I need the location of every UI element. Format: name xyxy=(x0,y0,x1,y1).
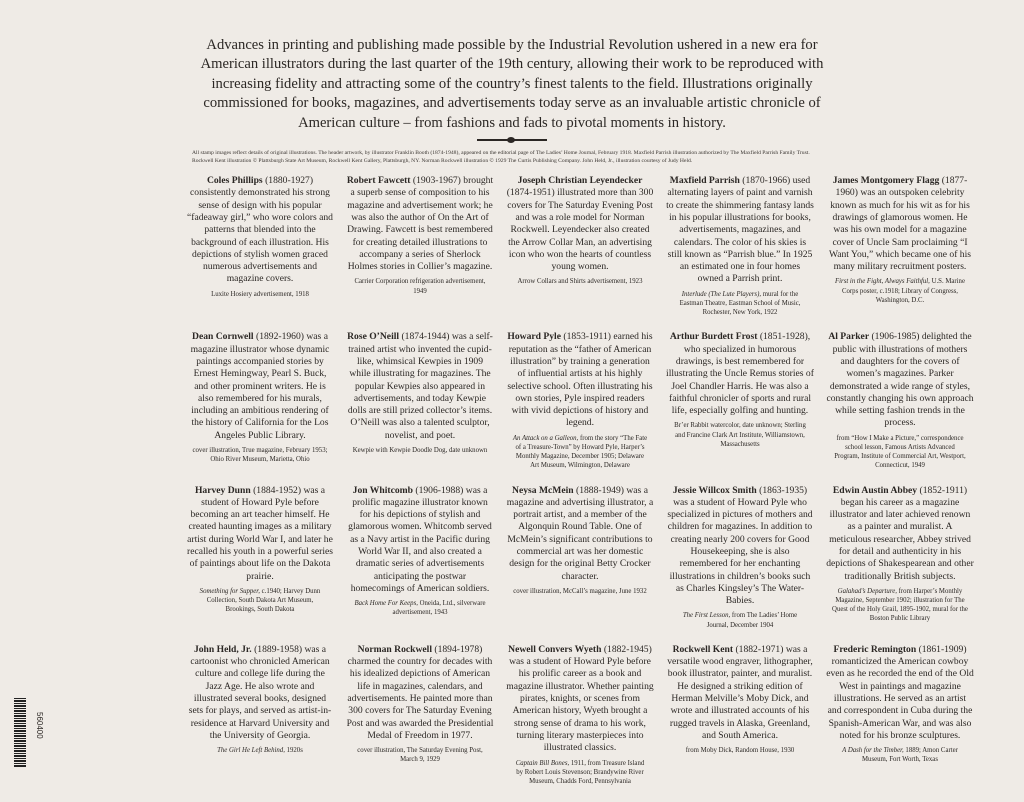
illustration-caption xyxy=(826,277,974,305)
illustrator-entry xyxy=(340,485,500,630)
illustrator-dates: (1882-1971) xyxy=(735,643,784,655)
illustrator-dates: (1863-1935) xyxy=(759,484,808,496)
illustrator-dates: (1889-1958) xyxy=(254,643,303,655)
illustrator-bio: began his career as a magazine illustrator and later achieved renown as a painter and muralist. A meticulous researcher, Abbey strived for detail and authenticity in his depictions of Shakespearean and other traditionally British subjects. xyxy=(826,496,974,582)
caption-text: from Harper’s Monthly Magazine, September 1902; illustration for The Quest of the Holy Grail, 1895-1902, mural for the Boston Public Library xyxy=(832,587,968,623)
illustrator-name: Rose O’Neill xyxy=(347,331,400,343)
illustrator-name: James Montgomery Flagg xyxy=(832,175,940,187)
illustrator-entry xyxy=(660,485,820,630)
illustrator-bio: was a student of Howard Pyle before becoming an art teacher himself. He created haunting images as a military artist during World War I, and later he recalled his youth in a powerful series of paintings about life on the Dakota prairie. xyxy=(187,484,333,582)
illustrator-dates: (1892-1960) xyxy=(256,331,304,343)
caption-text: Carrier Corporation refrigeration advertisement, 1949 xyxy=(354,278,486,295)
illustrator-bio: was a versatile wood engraver, lithographer, book illustrator, painter, and muralist. He designed a striking edition of Herman Melville’s Moby Dick, and wrote and illustrated accounts of his rugged travels in Alaska, Greenland, and South America. xyxy=(667,643,813,741)
illustration-caption xyxy=(346,746,494,764)
illustration-caption xyxy=(186,587,334,615)
illustrator-entry xyxy=(180,485,340,630)
caption-text: cover illustration, McCall’s magazine, June 1932 xyxy=(513,587,647,595)
illustrator-entry xyxy=(500,175,660,317)
caption-text: Kewpie with Kewpie Doodle Dog, date unknown xyxy=(352,446,488,454)
caption-text: U.S. Marine Corps poster, c.1918; Library of Congress, Washington, D.C. xyxy=(841,278,965,304)
illustration-caption xyxy=(346,446,494,455)
illustrator-dates: (1851-1928), xyxy=(759,331,811,343)
illustration-caption xyxy=(666,611,814,629)
caption-text: Oneida, Ltd., silverware advertisement, 1943 xyxy=(392,600,486,617)
image-credits: All stamp images reflect details of original illustrations. The header artwork, by illustrator Franklin Booth (1874-1948), appeared on the editorial page of The Ladies’ Home Journal, February 1918. Maxfield Parrish illustration authorized by The Maxfield Parrish Family Trust. Rockwell Kent illustration © Plattsburgh State Art Museum, Rockwell Kent Gallery, Plattsburgh, NY. Norman Rockwell illustration © 1929 The Curtis Publishing Company. John Held, Jr., illustration courtesy of Judy Held. xyxy=(192,150,810,165)
caption-text: 1911, from Treasure Island by Robert Louis Stevenson; Brandywine River Museum, Chadds Ford, Pennsylvania xyxy=(516,759,645,785)
illustrator-name: Coles Phillips xyxy=(206,175,263,187)
illustrator-entry xyxy=(500,644,660,786)
intro-paragraph: Advances in printing and publishing made possible by the Industrial Revolution ushered in a new era for American illustrators during the last quarter of the 19th century, allowing their work to be reproduced with increasing fidelity and attracting some of the country’s finest talents to the field. Illustrations originally commissioned for books, magazines, and advertisements today serve as an invaluable artistic chronicle of American culture – from fashions and fads to pivotal moments in history. xyxy=(200,37,824,131)
caption-title: Captain Bill Bones, xyxy=(515,759,570,767)
illustration-caption xyxy=(506,759,654,787)
illustrator-dates: (1852-1911) xyxy=(919,484,968,496)
illustrator-dates: (1870-1966) xyxy=(742,175,791,187)
illustrator-bio: was a student of Howard Pyle who specialized in pictures of mothers and children for magazines. In addition to creating nearly 200 covers for Good Housekeeping, she is also remembered for her enchanting illustrations in children’s books such as Charles Kingsley’s The Water-Babies. xyxy=(667,496,813,607)
illustrator-dates: (1888-1949) xyxy=(576,484,624,496)
caption-title: Galahad’s Departure, xyxy=(837,587,897,595)
illustration-caption xyxy=(666,746,814,755)
illustration-caption xyxy=(186,290,334,299)
caption-text: Luxite Hosiery advertisement, 1918 xyxy=(211,290,309,298)
illustrator-bio: delighted the public with illustrations of mothers and daughters for the covers of women’s magazines. Parker demonstrated a wide range of styles, constantly changing his own approach while setting fashion trends in the process. xyxy=(826,331,974,429)
caption-text: 1889; Amon Carter Museum, Fort Worth, Texas xyxy=(862,747,958,764)
illustrator-bio: used alternating layers of paint and varnish to create the shimmering fantasy lands in his popular illustrations for books, advertisements, magazines, and calendars. The color of his skies is still known as “Parrish blue.” In 1925 an estimated one in four homes owned a Parrish print. xyxy=(666,175,814,285)
illustrator-bio: charmed the country for decades with his idealized depictions of American life in magazines, calendars, and advertisements. He painted more than 300 covers for The Saturday Evening Post and was awarded the Presidential Medal of Freedom in 1977. xyxy=(346,656,494,741)
illustrator-grid xyxy=(180,175,980,786)
illustrator-entry xyxy=(180,644,340,786)
illustrator-name: Edwin Austin Abbey xyxy=(832,484,918,496)
illustrator-dates: (1906-1988) xyxy=(415,484,464,496)
caption-title: First in the Fight, Always Faithful, xyxy=(835,278,930,286)
illustrator-entry xyxy=(340,644,500,786)
illustrator-dates: (1884-1952) xyxy=(253,484,302,496)
illustrator-dates: (1853-1911) xyxy=(563,331,611,343)
caption-text: cover illustration, The Saturday Evening Post, March 9, 1929 xyxy=(357,747,483,764)
caption-text: Arrow Collars and Shirts advertisement, 1923 xyxy=(517,278,643,286)
illustration-caption xyxy=(506,277,654,286)
illustrator-name: John Held, Jr. xyxy=(193,643,252,655)
illustrator-dates: (1903-1967) xyxy=(412,175,461,187)
illustrator-name: Arthur Burdett Frost xyxy=(669,331,758,343)
caption-text: mural for the Eastman Theatre, Eastman School of Music, Rochester, New York, 1922 xyxy=(679,290,801,317)
illustrator-entry xyxy=(500,331,660,470)
illustrator-bio: earned his reputation as the “father of American illustration” by training a generation of influential artists at his highly selective school. Often illustrating his own stories, Pyle inspired readers with vivid depictions of history and legend. xyxy=(507,331,653,429)
illustration-caption xyxy=(346,277,494,295)
illustrator-entry xyxy=(660,331,820,470)
illustrator-name: Dean Cornwell xyxy=(192,331,254,343)
caption-text: c.1940; Harvey Dunn Collection, South Dakota Art Museum, Brookings, South Dakota xyxy=(206,587,321,614)
illustrator-dates: (1894-1978) xyxy=(434,643,483,655)
illustrator-entry xyxy=(820,485,980,630)
caption-text: Br’er Rabbit watercolor, date unknown; Sterling and Francine Clark Art Institute, Williamstown, Massachusetts xyxy=(674,422,806,448)
illustrator-bio: was a prolific magazine illustrator known for his depictions of stylish and glamorous women. Whitcomb served as a Navy artist in the Pacific during World War II, and also created a dramatic series of advertisements anticipating the postwar homecomings of American soldiers. xyxy=(348,484,492,594)
illustrator-dates: (1880-1927) xyxy=(265,175,314,187)
barcode-number: 560400 xyxy=(35,712,44,739)
illustrator-name: Howard Pyle xyxy=(507,331,561,343)
illustrator-entry xyxy=(820,175,980,317)
caption-title: Something for Supper, xyxy=(199,587,260,595)
illustrator-name: Neysa McMein xyxy=(512,484,574,496)
caption-text: cover illustration, True magazine, February 1953; Ohio River Museum, Marietta, Ohio xyxy=(192,446,328,464)
illustrator-entry xyxy=(660,175,820,317)
illustrator-bio: was an outspoken celebrity known as much for his wit as for his drawings of glamorous women. He was his own model for a magazine cover of Uncle Sam proclaiming “I Want You,” which became one of his many military recruitment posters. xyxy=(828,187,972,273)
illustrator-bio: was a magazine and advertising illustrator, a portrait artist, and a member of the Algonquin Round Table. One of McMein’s significant contributions to commercial art was her domestic design for the original Betty Crocker character. xyxy=(506,484,654,582)
illustrator-bio: was a magazine illustrator whose dynamic paintings accompanied stories by Ernest Hemingway, Pearl S. Buck, and other prominent writers. He is also remembered for his murals, including an ambitious rendering of the history of California for the Los Angeles Public Library. xyxy=(190,331,330,441)
illustrator-dates: (1874-1944) xyxy=(401,331,450,343)
illustrator-bio: was a cartoonist who chronicled American culture and college life during the Jazz Age. He also wrote and illustrated several books, designed sets for plays, and served as artist-in-residence at Harvard University and the University of Georgia. xyxy=(188,643,332,741)
illustrator-bio: illustrated more than 300 covers for The Saturday Evening Post and was a role model for Norman Rockwell. Leyendecker also created the Arrow Collar Man, an advertising icon who won the hearts of countless young women. xyxy=(507,187,654,273)
illustrator-dates: (1882-1945) xyxy=(603,643,652,655)
illustrator-bio: who specialized in humorous drawings, is best remembered for illustrating the Uncle Remus stories of Joel Chandler Harris. He was also a faithful chronicler of sports and rural life, especially golfing and hunting. xyxy=(666,343,814,417)
illustrator-dates: (1861-1909) xyxy=(918,643,967,655)
caption-text: 1920s xyxy=(286,747,303,755)
illustration-caption xyxy=(826,587,974,624)
illustrator-entry xyxy=(340,175,500,317)
illustrator-name: Rockwell Kent xyxy=(672,643,734,655)
caption-title: An Attack on a Galleon, xyxy=(512,434,579,442)
illustration-caption xyxy=(826,434,974,471)
illustrator-bio: was a student of Howard Pyle before his prolific career as a book and magazine illustrator. Whether painting pirates, knights, or scenes from American history, Wyeth brought a strong sense of drama to his work, turning literary masterpieces into illustrated classics. xyxy=(506,656,654,754)
illustrator-name: Norman Rockwell xyxy=(357,643,432,655)
caption-title: The Girl He Left Behind, xyxy=(217,747,285,755)
barcode xyxy=(14,698,26,768)
illustrator-bio: consistently demonstrated his strong sense of design with his popular “fadeaway girl,” who wore colors and patterns that blended into the background of each illustration. His depictions of stylish women graced numerous advertisements and magazine covers. xyxy=(187,187,333,285)
caption-text: from The Ladies’ Home Journal, December 1904 xyxy=(706,612,798,629)
illustration-caption xyxy=(826,746,974,764)
ornament-divider xyxy=(477,139,547,141)
illustration-caption xyxy=(506,587,654,596)
illustrator-bio: romanticized the American cowboy even as he recorded the end of the Old West in paintings and magazine illustrations. He served as an artist and correspondent in Cuba during the Spanish-American War, and was also noted for his bronze sculptures. xyxy=(826,656,974,741)
illustrator-name: Jon Whitcomb xyxy=(352,484,413,496)
caption-title: A Dash for the Timber, xyxy=(842,747,904,755)
illustrator-entry xyxy=(660,644,820,786)
illustrator-name: Jessie Willcox Smith xyxy=(672,484,757,496)
illustration-caption xyxy=(666,421,814,449)
illustration-caption xyxy=(186,446,334,464)
illustrator-name: Harvey Dunn xyxy=(194,484,251,496)
illustrator-entry xyxy=(500,485,660,630)
illustration-caption xyxy=(506,434,654,471)
illustrator-entry xyxy=(820,644,980,786)
caption-text: from Moby Dick, Random House, 1930 xyxy=(685,747,795,755)
illustrator-name: Robert Fawcett xyxy=(346,175,411,187)
illustrator-dates: (1874-1951) xyxy=(506,187,555,199)
caption-title: The First Lesson, xyxy=(682,612,731,620)
illustrator-name: Maxfield Parrish xyxy=(669,175,740,187)
illustrator-name: Newell Convers Wyeth xyxy=(508,643,602,655)
illustrator-entry xyxy=(820,331,980,470)
caption-text: from the story “The Fate of a Treasure-Town” by Howard Pyle, Harper’s Monthly Magazine, December 1905; Delaware Art Museum, Wilmington, Delaware xyxy=(515,434,648,470)
illustrator-dates: (1906-1985) xyxy=(871,331,920,343)
illustrator-entry xyxy=(180,175,340,317)
caption-text: from “How I Make a Picture,” correspondence school lesson, Famous Artists Advanced Program, Institute of Commercial Art, Westport, Connecticut, 1949 xyxy=(834,434,966,470)
illustrator-bio: was a self-trained artist who invented the cupid-like, whimsical Kewpies in 1909 while illustrating for magazines. The popular Kewpies also appeared in advertisements, and today Kewpie dolls are still prized collector’s items. O’Neill was also a talented sculptor, novelist, and poet. xyxy=(347,331,493,441)
caption-title: Interlude (The Lute Players), xyxy=(681,290,762,298)
illustrator-entry xyxy=(180,331,340,470)
illustration-caption xyxy=(186,746,334,755)
illustrator-entry xyxy=(340,331,500,470)
illustrator-name: Frederic Remington xyxy=(833,643,917,655)
caption-title: Back Home For Keeps, xyxy=(354,600,418,608)
illustrator-name: Joseph Christian Leyendecker xyxy=(517,175,643,187)
illustrator-name: Al Parker xyxy=(828,331,870,343)
illustrator-dates: (1877-1960) xyxy=(835,175,968,199)
illustrator-bio: brought a superb sense of composition to his magazine and advertisement work; he was also the author of On the Art of Drawing. Fawcett is best remembered for creating detailed illustrations to accompany a series of Sherlock Holmes stories in Collier’s magazine. xyxy=(347,175,494,273)
illustration-caption xyxy=(346,599,494,617)
illustration-caption xyxy=(666,290,814,318)
